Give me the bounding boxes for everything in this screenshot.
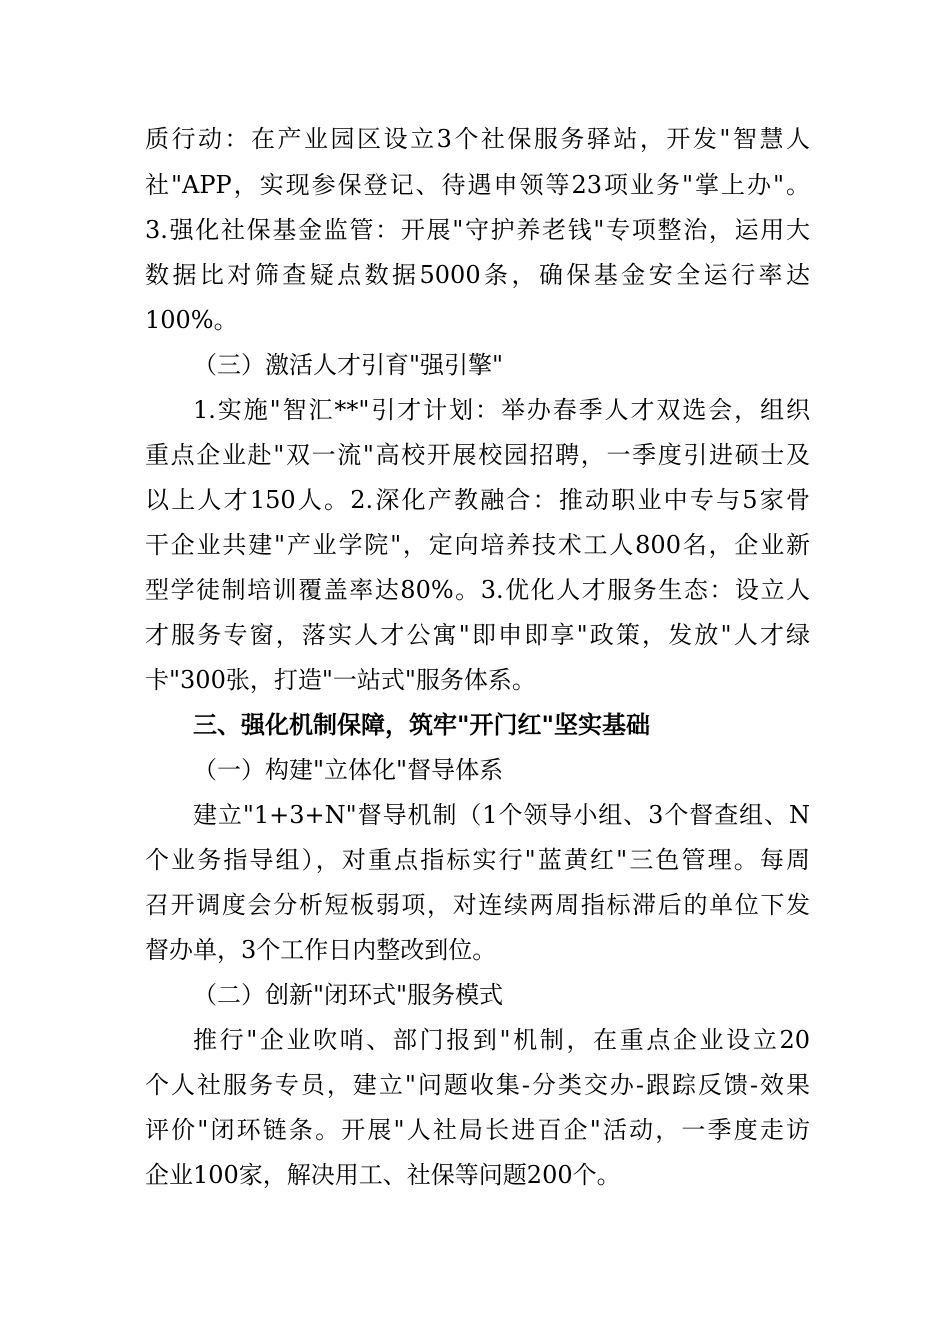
paragraph-line: 召开调度会分析短板弱项，对连续两周指标滞后的单位下发 bbox=[145, 891, 810, 919]
paragraph-line: 评价"闭环链条。开展"人社局长进百企"活动，一季度走访 bbox=[145, 1116, 810, 1144]
paragraph-line: 质行动：在产业园区设立3个社保服务驿站，开发"智慧人 bbox=[145, 125, 810, 153]
paragraph-line: 建立"1+3+N"督导机制（1个领导小组、3个督查组、N bbox=[193, 801, 810, 829]
paragraph-line: 个业务指导组），对重点指标实行"蓝黄红"三色管理。每周 bbox=[145, 846, 810, 874]
paragraph-line: 卡"300张，打造"一站式"服务体系。 bbox=[145, 666, 536, 694]
subheading: （一）构建"立体化"督导体系 bbox=[193, 756, 504, 784]
paragraph-line: 数据比对筛查疑点数据5000条，确保基金安全运行率达 bbox=[145, 261, 810, 289]
paragraph-line: 100%。 bbox=[145, 306, 238, 334]
paragraph-line: 个人社服务专员，建立"问题收集-分类交办-跟踪反馈-效果 bbox=[145, 1071, 810, 1099]
paragraph-line: 以上人才150人。2.深化产教融合：推动职业中专与5家骨 bbox=[145, 486, 810, 514]
paragraph-line: 企业100家，解决用工、社保等问题200个。 bbox=[145, 1161, 621, 1189]
subheading: （二）创新"闭环式"服务模式 bbox=[193, 981, 504, 1009]
paragraph-line: 才服务专窗，落实人才公寓"即申即享"政策，发放"人才绿 bbox=[145, 621, 810, 649]
paragraph-line: 干企业共建"产业学院"，定向培养技术工人800名，企业新 bbox=[145, 531, 810, 559]
paragraph-line: 3.强化社保基金监管：开展"守护养老钱"专项整治，运用大 bbox=[145, 216, 810, 244]
paragraph-line: 社"APP，实现参保登记、待遇申领等23项业务"掌上办"。 bbox=[145, 171, 810, 199]
paragraph-line: 督办单，3个工作日内整改到位。 bbox=[145, 936, 497, 964]
section-heading: 三、强化机制保障，筑牢"开门红"坚实基础 bbox=[193, 711, 651, 739]
paragraph-line: 型学徒制培训覆盖率达80%。3.优化人才服务生态：设立人 bbox=[145, 576, 810, 604]
paragraph-line: 推行"企业吹哨、部门报到"机制，在重点企业设立20 bbox=[193, 1026, 810, 1054]
paragraph-line: 重点企业赴"双一流"高校开展校园招聘，一季度引进硕士及 bbox=[145, 441, 810, 469]
paragraph-line: 1.实施"智汇**"引才计划：举办春季人才双选会，组织 bbox=[193, 396, 810, 424]
subheading: （三）激活人才引育"强引擎" bbox=[193, 351, 504, 379]
